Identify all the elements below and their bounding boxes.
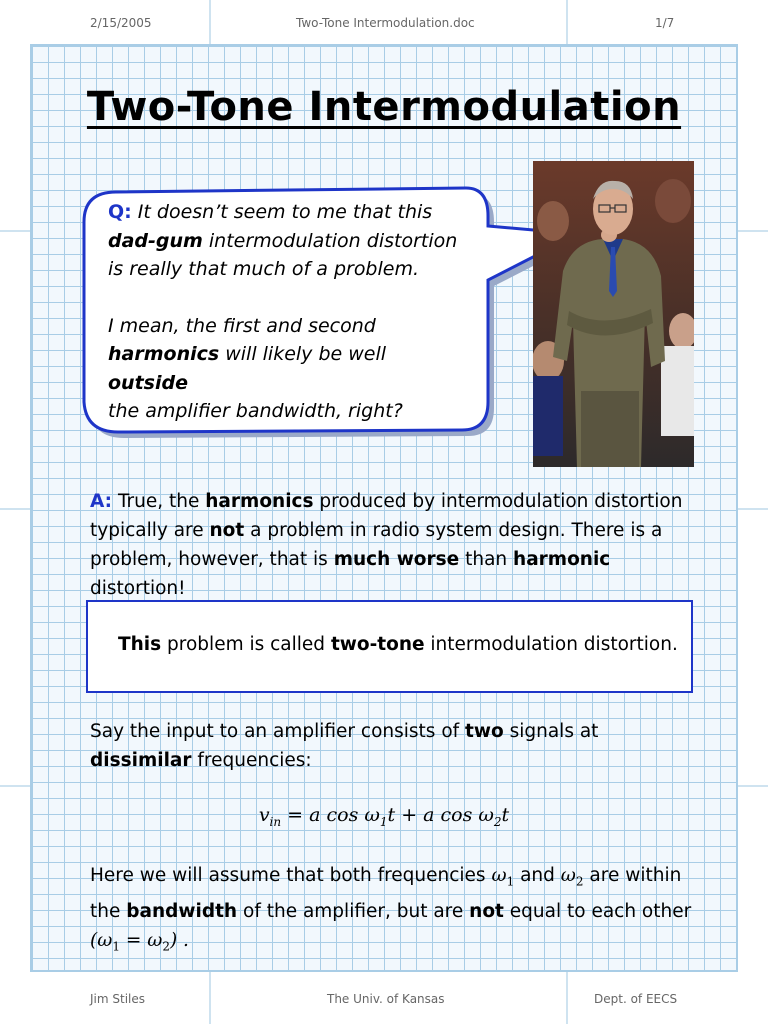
emphasis-dad-gum: dad-gum xyxy=(108,229,203,252)
input-paragraph: Say the input to an amplifier consists of two signals at dissimilar frequencies: xyxy=(90,721,599,771)
footer-university: The Univ. of Kansas xyxy=(327,992,445,1006)
margin-tick xyxy=(738,508,768,510)
margin-tick xyxy=(0,508,30,510)
assumption-paragraph: Here we will assume that both frequencies $\omega_1$ and $\omega_2$ are within the bandwidth of the amplifier, but are not equal to each other $(\omega_1 = \omega_2)$ . xyxy=(90,865,692,954)
page-title: Two-Tone Intermodulation xyxy=(86,84,682,130)
margin-tick xyxy=(738,230,768,232)
margin-tick xyxy=(0,785,30,787)
page-header xyxy=(0,0,768,40)
page-footer xyxy=(0,976,768,1016)
header-divider xyxy=(566,0,568,44)
margin-tick xyxy=(738,785,768,787)
answer-paragraph: A: True, the harmonics produced by intermodulation distortion typically are not a problem in radio system design. There is a problem, however, that is much worse than harmonic distortion! xyxy=(90,491,683,599)
margin-tick xyxy=(0,230,30,232)
header-page-number: 1/7 xyxy=(655,16,675,30)
emphasis-outside: outside xyxy=(108,371,188,394)
frequency-condition: $(\omega_1 = \omega_2)$ . xyxy=(90,929,189,954)
header-divider xyxy=(209,0,211,44)
input-signal-equation: $v_{in} = a$ $\cos \omega_1t + a$ $\cos \omega_2t$ xyxy=(258,804,510,829)
highlight-box-text: This problem is called two-tone intermodulation distortion. xyxy=(118,634,678,655)
coach-photo xyxy=(533,161,694,467)
header-filename: Two-Tone Intermodulation.doc xyxy=(296,16,475,30)
question-label: Q: xyxy=(108,201,132,223)
emphasis-harmonics: harmonics xyxy=(108,343,220,365)
header-date: 2/15/2005 xyxy=(90,16,152,30)
question-text: Q: It doesn’t seem to me that this dad-gum intermodulation distortion is really that much of a problem. I mean, the first and second harmonics will likely be well outside the amplifier bandwidth, right? xyxy=(108,201,458,422)
footer-department: Dept. of EECS xyxy=(594,992,678,1006)
answer-label: A: xyxy=(90,491,113,512)
footer-author: Jim Stiles xyxy=(90,992,146,1006)
